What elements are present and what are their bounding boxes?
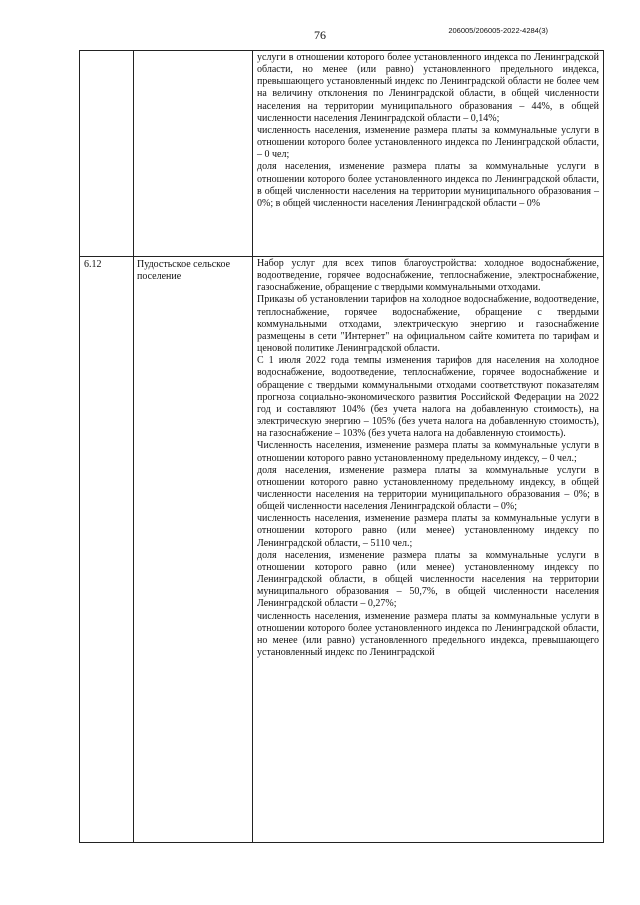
paragraph: Численность населения, изменение размера платы за коммунальные услуги в отношении которого равно установленному предельному индексу, – 0 чел.; (257, 440, 599, 464)
paragraph: численность населения, изменение размера платы за коммунальные услуги в отношении которого более установленного индекса по Ленинградской области, но менее (или равно) установленного предельного индекса, превышающего установленный индекс по Ленинградской (257, 610, 599, 658)
paragraph: услуги в отношении которого более установленного индекса по Ленинградской области, но менее (или равно) установленного предельного индекса, превышающего установленный индекс по Ленинградской области не более чем на величину отклонения по Ленинградской области, в общей численности населения на территории муниципального образования – 44%, в общей численности населения Ленинградской области – 0,14%; (257, 52, 599, 124)
paragraph: С 1 июля 2022 года темпы изменения тарифов для населения на холодное водоснабжение, водоотведение, теплоснабжение, горячее водоснабжение и обращение с твердыми коммунальными отходами соответствуют показателям прогноза социально-экономического развития Российской Федерации на 2022 год и составляют 104% (без учета налога на добавленную стоимость), на электрическую энергию – 105% (без учета налога на добавленную стоимость), на газоснабжение – 103% (без учета налога на добавленную стоимость). (257, 355, 599, 440)
row-number-cell (80, 51, 134, 257)
paragraph: численность населения, изменение размера платы за коммунальные услуги в отношении которого равно (или менее) установленному индексу по Ленинградской области, – 5110 чел.; (257, 513, 599, 549)
description-cell (253, 51, 604, 257)
paragraph: численность населения, изменение размера платы за коммунальные услуги в отношении которого более установленного индекса по Ленинградской области, – 0 чел; (257, 124, 599, 161)
table-row (80, 257, 604, 843)
paragraph: доля населения, изменение размера платы за коммунальные услуги в отношении которого более установленного индекса по Ленинградской области, в общей численности населения на территории муниципального образования – 0%; в общей численности населения Ленинградской области – 0% (257, 161, 599, 209)
document-id: 206005/206005-2022-4284(3) (448, 26, 548, 35)
row-number-cell: 6.12 (80, 257, 134, 843)
page-number: 76 (314, 28, 326, 42)
paragraph: Набор услуг для всех типов благоустройства: холодное водоснабжение, водоотведение, горячее водоснабжение, теплоснабжение, электроснабжение, газоснабжение, обращение с твердыми коммунальными отходами. (257, 258, 599, 294)
settlement-name-cell (134, 51, 253, 257)
paragraph: доля населения, изменение размера платы за коммунальные услуги в отношении которого равно (или менее) установленному индексу по Ленинградской области, в общей численности населения на территории муниципального образования – 50,7%, в общей численности населения Ленинградской области – 0,27%; (257, 549, 599, 610)
municipal-tariff-table (79, 50, 604, 843)
paragraph: доля населения, изменение размера платы за коммунальные услуги в отношении которого равно установленному предельному индексу, в общей численности населения на территории муниципального образования – 0%; в общей численности населения Ленинградской области – 0%; (257, 464, 599, 513)
table-row (80, 51, 604, 257)
settlement-name-cell: Пудостьское сельское поселение (134, 257, 253, 843)
paragraph: Приказы об установлении тарифов на холодное водоснабжение, водоотведение, теплоснабжение, горячее водоснабжение, обращение с твердыми коммунальными отходами, электрическую энергию и газоснабжение размещены в сети "Интернет" на официальном сайте комитета по тарифам и ценовой политике Ленинградской области. (257, 294, 599, 355)
description-cell (253, 257, 604, 843)
